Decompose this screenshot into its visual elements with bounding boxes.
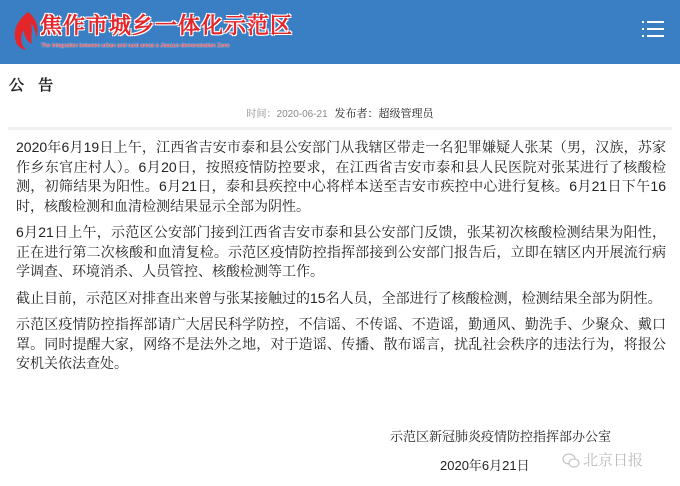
signature-date: 2020年6月21日 xyxy=(440,457,530,473)
paragraph: 6月21日上午，示范区公安部门接到江西省吉安市泰和县公安部门反馈，张某初次核酸检测结果为阳性，正在进行第二次核酸和血清复检。示范区疫情防控指挥部接到公安部门报告后，立即在辖区内开展流行病学调查、环境消杀、人员管控、核酸检测等工作。 xyxy=(16,224,666,279)
paragraph: 2020年6月19日上午，江西省吉安市泰和县公安部门从我辖区带走一名犯罪嫌疑人张某（男，汉族，苏家作乡东官庄村人）。6月20日，按照疫情防控要求，在江西省吉安市泰和县人民医院对张某进行了核酸检测，初筛结果为阳性。6月21日，泰和县疾控中心将样本送至吉安市疾控中心进行复核。6月21日下午16时，核酸检测和血清检测结果显示全部为阴性。 xyxy=(16,139,666,214)
signature-date-row xyxy=(0,451,680,476)
logo-flame-icon xyxy=(8,10,40,52)
notice-meta xyxy=(0,106,680,122)
wechat-icon xyxy=(562,453,580,469)
site-brand-subtitle: The integration between urban and rural areas a Jiaozuo demonstration Zone xyxy=(41,43,230,49)
signature: 示范区新冠肺炎疫情防控指挥部办公室 xyxy=(390,428,612,444)
paragraph: 截止目前，示范区对排查出来曾与张某接触过的15名人员，全部进行了核酸检测，检测结果全部为阴性。 xyxy=(16,289,662,306)
publish-time: 2020-06-21 xyxy=(276,109,328,120)
site-header xyxy=(0,0,680,64)
divider xyxy=(8,127,672,130)
menu-icon[interactable] xyxy=(642,21,664,41)
page-title: 公 告 xyxy=(9,77,59,94)
time-label: 时间： xyxy=(246,109,277,120)
site-brand[interactable]: 焦作市城乡一体化示范区 xyxy=(40,13,294,38)
paragraph: 示范区疫情防控指挥部请广大居民科学防控，不信谣、不传谣、不造谣，勤通风、勤洗手、少聚众、戴口罩。同时提醒大家，网络不是法外之地，对于造谣、传播、散布谣言，扰乱社会秩序的违法行为，将报公安机关依法查处。 xyxy=(16,316,666,371)
publisher: 超级管理员 xyxy=(378,108,434,120)
watermark xyxy=(562,452,643,470)
publisher-label: 发布者： xyxy=(334,108,379,120)
watermark-text: 北京日报 xyxy=(583,451,644,469)
notice-body xyxy=(16,138,666,374)
